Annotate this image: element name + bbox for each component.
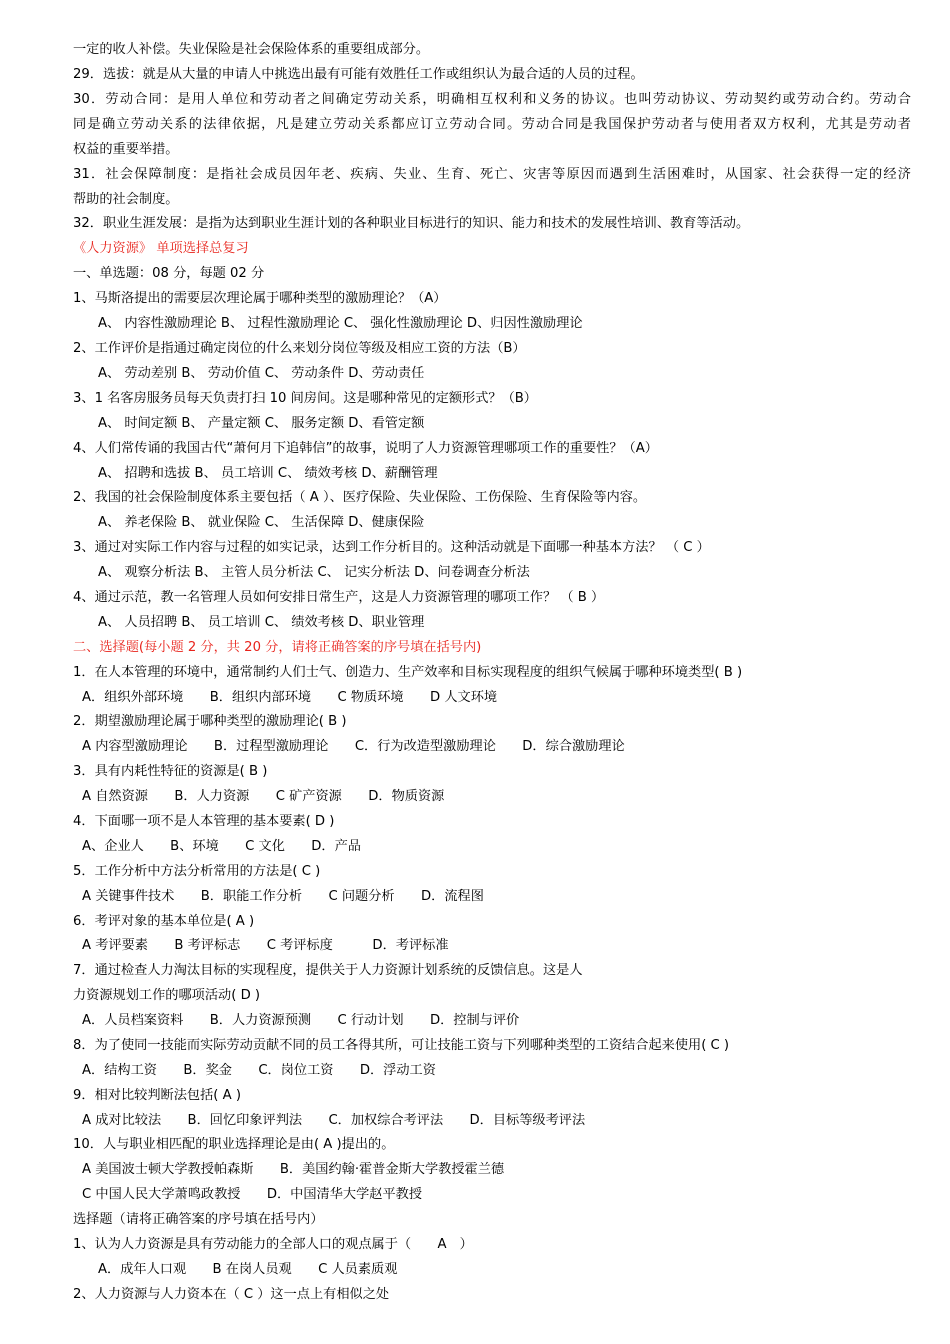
question: 2、人力资源与人力资本在（ C ）这一点上有相似之处: [73, 1287, 390, 1302]
answer-options: A 关键事件技术 B．职能工作分析 C 问题分析 D．流程图: [82, 889, 484, 904]
answer-options: A．人员档案资料 B．人力资源预测 C 行动计划 D．控制与评价: [82, 1013, 520, 1028]
question-continued: 力资源规划工作的哪项活动( D ): [73, 988, 261, 1003]
section-heading: 一、单选题：08 分，每题 02 分: [73, 266, 265, 281]
definition-29: 29．选拔：就是从大量的申请人中挑选出最有可能有效胜任工作或组织认为最合适的人员的过程。: [73, 67, 644, 82]
definition-30: 30．劳动合同：是用人单位和劳动者之间确定劳动关系，明确相互权利和义务的协议。也叫劳动协议、劳动契约或劳动合约。劳动合: [73, 92, 911, 107]
answer-options: A．结构工资 B．奖金 C．岗位工资 D．浮动工资: [82, 1063, 436, 1078]
answer-options: A、 劳动差别 B、 劳动价值 C、 劳动条件 D、劳动责任: [98, 366, 425, 381]
text-line: 权益的重要举措。: [73, 142, 179, 157]
answer-options: A 自然资源 B．人力资源 C 矿产资源 D．物质资源: [82, 789, 445, 804]
section-heading: 选择题（请将正确答案的序号填在括号内）: [73, 1212, 324, 1227]
question: 4、通过示范，教一名管理人员如何安排日常生产，这是人力资源管理的哪项工作？ （ B ）: [73, 590, 605, 605]
definition-32: 32．职业生涯发展：是指为达到职业生涯计划的各种职业目标进行的知识、能力和技术的发展性培训、教育等活动。: [73, 216, 750, 231]
answer-options: A、 招聘和选拔 B、 员工培训 C、 绩效考核 D、薪酬管理: [98, 466, 438, 481]
question: 5．工作分析中方法分析常用的方法是( C ): [73, 864, 321, 879]
question: 6．考评对象的基本单位是( A ): [73, 914, 255, 929]
question: 4、人们常传诵的我国古代“萧何月下追韩信”的故事，说明了人力资源管理哪项工作的重要性？（A）: [73, 441, 658, 456]
text-line: 同是确立劳动关系的法律依据，凡是建立劳动关系都应订立劳动合同。劳动合同是我国保护劳动者与使用者双方权利，尤其是劳动者: [73, 117, 911, 132]
question: 2．期望激励理论属于哪种类型的激励理论( B ): [73, 714, 347, 729]
answer-options: A、 养老保险 B、 就业保险 C、 生活保障 D、健康保险: [98, 515, 425, 530]
question: 3、通过对实际工作内容与过程的如实记录，达到工作分析目的。这种活动就是下面哪一种基本方法？ （ C ）: [73, 540, 710, 555]
answer-options: A、 内容性激励理论 B、 过程性激励理论 C、 强化性激励理论 D、归因性激励理论: [98, 316, 583, 331]
question: 1．在人本管理的环境中，通常制约人们士气、创造力、生产效率和目标实现程度的组织气候属于哪种环境类型( B ): [73, 665, 743, 680]
section-title: 《人力资源》 单项选择总复习: [73, 241, 249, 256]
answer-options: A、 时间定额 B、 产量定额 C、 服务定额 D、看管定额: [98, 416, 425, 431]
answer-options: A 美国波士顿大学教授帕森斯 B．美国约翰·霍普金斯大学教授霍兰德: [82, 1162, 505, 1177]
question: 4．下面哪一项不是人本管理的基本要素( D ): [73, 814, 335, 829]
question: 2、工作评价是指通过确定岗位的什么来划分岗位等级及相应工资的方法（B）: [73, 341, 526, 356]
answer-options: A．组织外部环境 B．组织内部环境 C 物质环境 D 人文环境: [82, 690, 498, 705]
question: 1、马斯洛提出的需要层次理论属于哪种类型的激励理论？（A）: [73, 291, 447, 306]
answer-options: A、 人员招聘 B、 员工培训 C、 绩效考核 D、职业管理: [98, 615, 425, 630]
answer-options: A 内容型激励理论 B．过程型激励理论 C．行为改造型激励理论 D．综合激励理论: [82, 739, 625, 754]
answer-options: C 中国人民大学萧鸣政教授 D．中国清华大学赵平教授: [82, 1187, 423, 1202]
definition-31: 31．社会保障制度：是指社会成员因年老、疾病、失业、生育、死亡、灾害等原因而遇到生活困难时，从国家、社会获得一定的经济: [73, 167, 911, 182]
section-heading: 二、选择题(每小题 2 分，共 20 分，请将正确答案的序号填在括号内): [73, 640, 482, 655]
answer-options: A、 观察分析法 B、 主管人员分析法 C、 记实分析法 D、问卷调查分析法: [98, 565, 530, 580]
question: 1、认为人力资源是具有劳动能力的全部人口的观点属于（ A ）: [73, 1237, 473, 1252]
question: 2、我国的社会保险制度体系主要包括（ A ）、医疗保险、失业保险、工伤保险、生育保险等内容。: [73, 490, 647, 505]
question: 8．为了使同一技能而实际劳动贡献不同的员工各得其所，可让技能工资与下列哪种类型的工资结合起来使用( C ): [73, 1038, 730, 1053]
question: 9．相对比较判断法包括( A ): [73, 1088, 241, 1103]
question: 10．人与职业相匹配的职业选择理论是由( A )提出的。: [73, 1137, 395, 1152]
question: 3．具有内耗性特征的资源是( B ): [73, 764, 268, 779]
answer-options: A 成对比较法 B．回忆印象评判法 C．加权综合考评法 D．目标等级考评法: [82, 1113, 586, 1128]
question: 7．通过检查人力淘汰目标的实现程度，提供关于人力资源计划系统的反馈信息。这是人: [73, 963, 583, 978]
text-line: 帮助的社会制度。: [73, 192, 179, 207]
answer-options: A、企业人 B、环境 C 文化 D．产品: [82, 839, 361, 854]
text-line: 一定的收人补偿。失业保险是社会保险体系的重要组成部分。: [73, 42, 430, 57]
answer-options: A．成年人口观 B 在岗人员观 C 人员素质观: [98, 1262, 398, 1277]
question: 3、1 名客房服务员每天负责打扫 10 间房间。这是哪种常见的定额形式？（B）: [73, 391, 537, 406]
answer-options: A 考评要素 B 考评标志 C 考评标度 D．考评标准: [82, 938, 449, 953]
